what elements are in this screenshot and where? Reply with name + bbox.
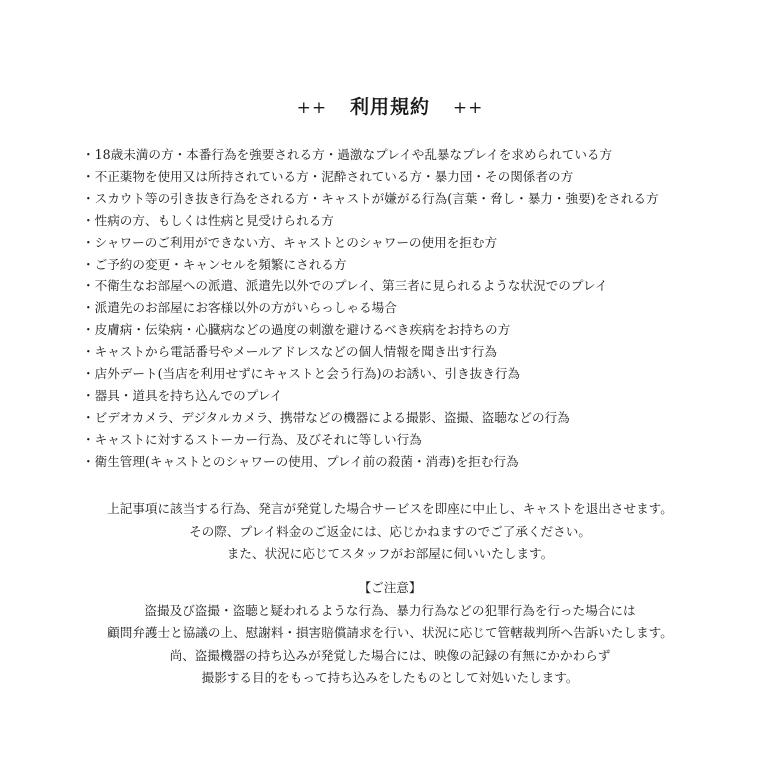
notice-block xyxy=(0,498,780,566)
caution-line: 顧問弁護士と協議の上、慰謝料・損害賠償請求を行い、状況に応じて管轄裁判所へ告訴いたします。 xyxy=(107,625,673,640)
list-item: ・ビデオカメラ、デジタルカメラ、携帯などの機器による撮影、盗撮、盗聴などの行為 xyxy=(82,409,570,425)
caution-heading: 【ご注意】 xyxy=(358,580,422,595)
caution-block xyxy=(0,577,780,690)
title-prefix: ++ xyxy=(296,98,328,118)
list-item: ・不正薬物を使用又は所持されている方・泥酔されている方・暴力団・その関係者の方 xyxy=(82,168,574,184)
list-item: ・性病の方、もしくは性病と見受けられる方 xyxy=(82,212,334,228)
page-title xyxy=(0,92,780,119)
notice-line: 上記事項に該当する行為、発言が発覚した場合サービスを即座に中止し、キャストを退出させます。 xyxy=(107,501,673,516)
list-item: ・派遣先のお部屋にお客様以外の方がいらっしゃる場合 xyxy=(82,300,397,316)
list-item: ・ご予約の変更・キャンセルを頻繁にされる方 xyxy=(82,256,347,272)
list-item: ・衛生管理(キャストとのシャワーの使用、プレイ前の殺菌・消毒)を拒む行為 xyxy=(82,453,519,469)
caution-line: 盗撮及び盗撮・盗聴と疑われるような行為、暴力行為などの犯罪行為を行った場合には xyxy=(144,602,636,618)
list-item: ・キャストから電話番号やメールアドレスなどの個人情報を聞き出す行為 xyxy=(82,344,497,360)
list-item: ・器具・道具を持ち込んでのプレイ xyxy=(82,387,283,403)
title-text: 利用規約 xyxy=(349,96,430,118)
list-item: ・店外デート(当店を利用せずにキャストと会う行為)のお誘い、引き抜き行為 xyxy=(82,366,521,382)
list-item: ・スカウト等の引き抜き行為をされる方・キャストが嫌がる行為(言葉・脅し・暴力・強要)をされる方 xyxy=(82,190,659,206)
notice-line: その際、プレイ料金のご返金には、応じかねますのでご了承ください。 xyxy=(189,523,591,539)
list-item: ・不衛生なお部屋への派遣、派遣先以外でのプレイ、第三者に見られるような状況でのプレイ xyxy=(82,278,608,294)
list-item: ・皮膚病・伝染病・心臓病などの過度の刺激を避けるべき疾病をお持ちの方 xyxy=(82,322,511,338)
notice-line: また、状況に応じてスタッフがお部屋に伺いいたします。 xyxy=(226,546,554,561)
rules-list xyxy=(82,144,722,473)
caution-line: 尚、盗撮機器の持ち込みが発覚した場合には、映像の記録の有無にかかわらず xyxy=(169,647,611,663)
caution-line: 撮影する目的をもって持ち込みをしたものとして対処いたします。 xyxy=(201,670,579,685)
list-item: ・キャストに対するストーカー行為、及びそれに等しい行為 xyxy=(82,431,422,447)
list-item: ・18歳未満の方・本番行為を強要される方・過激なプレイや乱暴なプレイを求められている方 xyxy=(82,147,613,162)
list-item: ・シャワーのご利用ができない方、キャストとのシャワーの使用を拒む方 xyxy=(82,234,498,250)
title-suffix: ++ xyxy=(452,98,484,118)
